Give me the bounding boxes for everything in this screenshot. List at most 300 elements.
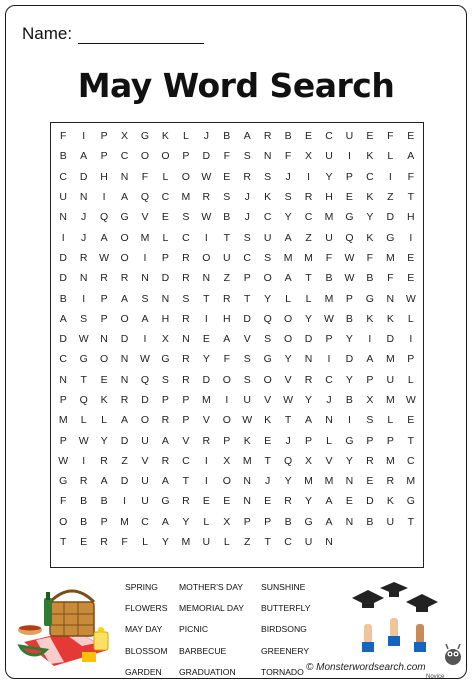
grid-cell[interactable]: P bbox=[59, 434, 67, 447]
grid-cell[interactable]: C bbox=[182, 454, 190, 467]
grid-cell[interactable]: K bbox=[100, 394, 108, 406]
grid-cell[interactable]: F bbox=[407, 170, 414, 183]
grid-cell[interactable]: T bbox=[407, 515, 414, 528]
grid-cell[interactable]: B bbox=[325, 272, 333, 285]
grid-cell[interactable]: A bbox=[59, 312, 67, 325]
grid-cell[interactable]: O bbox=[140, 150, 150, 163]
grid-cell[interactable]: O bbox=[222, 414, 231, 427]
grid-cell[interactable]: M bbox=[58, 414, 68, 427]
grid-cell[interactable]: Q bbox=[79, 394, 88, 406]
grid-cell[interactable]: C bbox=[182, 231, 190, 244]
grid-cell[interactable]: P bbox=[345, 170, 353, 183]
grid-cell[interactable]: K bbox=[366, 150, 374, 163]
grid-cell[interactable]: E bbox=[80, 536, 88, 549]
grid-cell[interactable]: I bbox=[143, 251, 147, 264]
grid-cell[interactable]: T bbox=[264, 536, 271, 549]
grid-cell[interactable]: X bbox=[305, 150, 313, 163]
grid-cell[interactable]: W bbox=[283, 394, 294, 406]
grid-cell[interactable]: E bbox=[407, 272, 415, 285]
grid-cell[interactable]: M bbox=[385, 251, 395, 264]
grid-cell[interactable]: E bbox=[345, 495, 353, 508]
grid-cell[interactable]: M bbox=[385, 353, 395, 366]
grid-cell[interactable]: O bbox=[161, 150, 170, 163]
grid-cell[interactable]: F bbox=[387, 272, 394, 285]
grid-cell[interactable]: Y bbox=[100, 434, 108, 447]
grid-cell[interactable]: Y bbox=[345, 333, 353, 346]
grid-cell[interactable]: X bbox=[121, 130, 129, 143]
grid-cell[interactable]: N bbox=[325, 414, 333, 427]
grid-cell[interactable]: M bbox=[304, 251, 313, 264]
grid-cell[interactable]: A bbox=[366, 353, 374, 366]
grid-cell[interactable]: A bbox=[284, 231, 292, 244]
grid-cell[interactable]: P bbox=[407, 353, 415, 366]
grid-cell[interactable]: L bbox=[407, 312, 414, 325]
grid-cell[interactable]: Z bbox=[387, 191, 394, 204]
grid-cell[interactable]: J bbox=[285, 434, 291, 447]
grid-cell[interactable]: J bbox=[265, 475, 271, 488]
grid-cell[interactable]: P bbox=[345, 292, 353, 305]
grid-cell[interactable]: U bbox=[386, 373, 395, 386]
grid-cell[interactable]: G bbox=[161, 495, 170, 508]
grid-cell[interactable]: P bbox=[100, 312, 108, 325]
grid-cell[interactable]: N bbox=[120, 170, 129, 183]
grid-cell[interactable]: G bbox=[386, 231, 395, 244]
grid-cell[interactable]: E bbox=[407, 414, 415, 427]
grid-cell[interactable]: M bbox=[324, 475, 334, 488]
grid-cell[interactable]: P bbox=[182, 150, 190, 163]
grid-cell[interactable]: T bbox=[407, 191, 414, 204]
grid-cell[interactable]: S bbox=[80, 312, 88, 325]
grid-cell[interactable]: G bbox=[304, 515, 313, 528]
grid-cell[interactable]: R bbox=[386, 475, 395, 488]
grid-cell[interactable]: P bbox=[59, 394, 67, 406]
grid-cell[interactable]: X bbox=[223, 454, 231, 467]
grid-cell[interactable]: B bbox=[59, 150, 67, 163]
grid-cell[interactable]: P bbox=[243, 272, 251, 285]
grid-cell[interactable]: I bbox=[82, 292, 86, 305]
grid-cell[interactable]: U bbox=[222, 251, 231, 264]
grid-cell[interactable]: O bbox=[181, 170, 190, 183]
grid-cell[interactable]: I bbox=[347, 414, 351, 427]
grid-cell[interactable]: D bbox=[59, 251, 68, 264]
grid-cell[interactable]: E bbox=[345, 191, 353, 204]
grid-cell[interactable]: Z bbox=[244, 536, 251, 549]
grid-cell[interactable]: X bbox=[161, 333, 169, 346]
grid-cell[interactable]: S bbox=[141, 292, 149, 305]
grid-cell[interactable]: E bbox=[100, 373, 108, 386]
grid-cell[interactable]: U bbox=[325, 150, 333, 163]
grid-cell[interactable]: C bbox=[325, 373, 333, 386]
grid-cell[interactable]: B bbox=[345, 394, 353, 406]
grid-cell[interactable]: G bbox=[79, 353, 88, 366]
grid-cell[interactable]: I bbox=[102, 191, 106, 204]
grid-cell[interactable]: D bbox=[59, 272, 68, 285]
grid-cell[interactable]: G bbox=[120, 211, 129, 224]
grid-cell[interactable]: N bbox=[243, 475, 252, 488]
grid-cell[interactable]: P bbox=[100, 150, 108, 163]
grid-cell[interactable]: M bbox=[304, 475, 313, 488]
grid-cell[interactable]: L bbox=[387, 414, 394, 427]
grid-cell[interactable]: O bbox=[222, 373, 231, 386]
grid-cell[interactable]: L bbox=[101, 414, 108, 427]
grid-cell[interactable]: F bbox=[223, 150, 230, 163]
grid-cell[interactable]: Y bbox=[305, 495, 313, 508]
grid-cell[interactable]: V bbox=[264, 394, 272, 406]
grid-cell[interactable]: F bbox=[284, 150, 292, 163]
grid-cell[interactable]: O bbox=[120, 312, 129, 325]
grid-cell[interactable]: Y bbox=[182, 515, 190, 528]
grid-cell[interactable]: C bbox=[263, 211, 272, 224]
grid-cell[interactable]: X bbox=[366, 394, 374, 406]
grid-cell[interactable]: O bbox=[140, 414, 150, 427]
grid-cell[interactable]: C bbox=[120, 150, 129, 163]
grid-cell[interactable]: R bbox=[182, 495, 190, 508]
grid-cell[interactable]: F bbox=[121, 536, 128, 549]
grid-cell[interactable]: O bbox=[222, 475, 231, 488]
grid-cell[interactable]: Z bbox=[223, 272, 230, 285]
grid-cell[interactable]: L bbox=[162, 170, 169, 183]
grid-cell[interactable]: G bbox=[59, 475, 68, 488]
grid-cell[interactable]: L bbox=[80, 414, 87, 427]
grid-cell[interactable]: A bbox=[325, 515, 333, 528]
grid-cell[interactable]: O bbox=[120, 231, 129, 244]
grid-cell[interactable]: N bbox=[325, 536, 333, 549]
grid-cell[interactable]: X bbox=[305, 454, 313, 467]
grid-cell[interactable]: U bbox=[304, 536, 313, 549]
grid-cell[interactable]: R bbox=[222, 292, 231, 305]
grid-cell[interactable]: M bbox=[385, 394, 395, 406]
grid-cell[interactable]: W bbox=[78, 434, 89, 447]
grid-cell[interactable]: H bbox=[100, 170, 108, 183]
grid-cell[interactable]: P bbox=[366, 373, 374, 386]
grid-cell[interactable]: P bbox=[161, 251, 169, 264]
grid-cell[interactable]: P bbox=[100, 292, 108, 305]
grid-cell[interactable]: R bbox=[100, 536, 108, 549]
grid-cell[interactable]: R bbox=[182, 373, 190, 386]
grid-cell[interactable]: B bbox=[80, 515, 88, 528]
grid-cell[interactable]: V bbox=[202, 414, 210, 427]
grid-cell[interactable]: D bbox=[59, 333, 68, 346]
grid-cell[interactable]: P bbox=[100, 515, 108, 528]
grid-cell[interactable]: N bbox=[120, 353, 129, 366]
grid-cell[interactable]: O bbox=[284, 312, 293, 325]
grid-cell[interactable]: G bbox=[161, 353, 170, 366]
grid-cell[interactable]: Q bbox=[140, 191, 150, 204]
grid-cell[interactable]: M bbox=[120, 515, 129, 528]
grid-cell[interactable]: M bbox=[181, 536, 191, 549]
grid-cell[interactable]: S bbox=[161, 373, 169, 386]
grid-cell[interactable]: T bbox=[60, 536, 67, 549]
grid-cell[interactable]: K bbox=[264, 191, 272, 204]
grid-cell[interactable]: A bbox=[141, 312, 149, 325]
grid-cell[interactable]: F bbox=[141, 170, 149, 183]
grid-cell[interactable]: Q bbox=[345, 231, 354, 244]
grid-cell[interactable]: S bbox=[243, 373, 251, 386]
grid-cell[interactable]: R bbox=[182, 251, 190, 264]
grid-cell[interactable]: Y bbox=[202, 353, 210, 366]
grid-cell[interactable]: R bbox=[182, 353, 190, 366]
grid-cell[interactable]: D bbox=[120, 333, 129, 346]
grid-cell[interactable]: A bbox=[100, 231, 108, 244]
grid-cell[interactable]: Q bbox=[100, 211, 109, 224]
grid-cell[interactable]: F bbox=[60, 130, 67, 143]
grid-cell[interactable]: G bbox=[263, 353, 272, 366]
grid-cell[interactable]: P bbox=[366, 434, 374, 447]
grid-cell[interactable]: O bbox=[263, 272, 272, 285]
grid-cell[interactable]: K bbox=[264, 414, 272, 427]
grid-cell[interactable]: N bbox=[263, 150, 272, 163]
grid-cell[interactable]: N bbox=[79, 272, 88, 285]
grid-cell[interactable]: R bbox=[304, 373, 313, 386]
grid-cell[interactable]: C bbox=[304, 211, 313, 224]
grid-cell[interactable]: D bbox=[386, 333, 395, 346]
grid-cell[interactable]: M bbox=[324, 292, 334, 305]
grid-cell[interactable]: W bbox=[242, 414, 253, 427]
grid-cell[interactable]: Q bbox=[263, 312, 272, 325]
grid-cell[interactable]: M bbox=[324, 211, 334, 224]
grid-cell[interactable]: C bbox=[406, 454, 415, 467]
grid-cell[interactable]: B bbox=[223, 130, 231, 143]
grid-cell[interactable]: E bbox=[366, 130, 374, 143]
grid-cell[interactable]: C bbox=[161, 191, 170, 204]
grid-cell[interactable]: O bbox=[284, 333, 293, 346]
grid-cell[interactable]: R bbox=[366, 454, 374, 467]
grid-cell[interactable]: V bbox=[325, 454, 333, 467]
grid-cell[interactable]: R bbox=[182, 272, 190, 285]
grid-cell[interactable]: F bbox=[325, 251, 333, 264]
grid-cell[interactable]: L bbox=[203, 515, 210, 528]
grid-cell[interactable]: P bbox=[264, 515, 272, 528]
grid-cell[interactable]: N bbox=[243, 495, 252, 508]
grid-cell[interactable]: E bbox=[161, 211, 169, 224]
grid-cell[interactable]: Z bbox=[121, 454, 128, 467]
grid-cell[interactable]: Y bbox=[345, 454, 353, 467]
grid-cell[interactable]: N bbox=[182, 333, 190, 346]
grid-cell[interactable]: T bbox=[182, 475, 190, 488]
grid-cell[interactable]: W bbox=[201, 170, 212, 183]
grid-cell[interactable]: S bbox=[284, 191, 292, 204]
grid-cell[interactable]: L bbox=[142, 536, 148, 549]
grid-cell[interactable]: S bbox=[264, 333, 272, 346]
grid-cell[interactable]: S bbox=[243, 150, 251, 163]
grid-cell[interactable]: L bbox=[162, 231, 169, 244]
grid-cell[interactable]: M bbox=[242, 454, 252, 467]
grid-cell[interactable]: N bbox=[100, 333, 108, 346]
grid-cell[interactable]: H bbox=[406, 211, 415, 224]
grid-cell[interactable]: D bbox=[366, 495, 374, 508]
grid-cell[interactable]: F bbox=[366, 251, 374, 264]
grid-cell[interactable]: A bbox=[243, 130, 251, 143]
grid-cell[interactable]: N bbox=[141, 272, 149, 285]
grid-cell[interactable]: P bbox=[223, 434, 231, 447]
grid-cell[interactable]: O bbox=[263, 373, 272, 386]
grid-cell[interactable]: I bbox=[123, 495, 126, 508]
grid-cell[interactable]: F bbox=[387, 130, 394, 143]
grid-cell[interactable]: Y bbox=[325, 170, 333, 183]
grid-cell[interactable]: J bbox=[285, 170, 291, 183]
grid-cell[interactable]: L bbox=[326, 434, 332, 447]
grid-cell[interactable]: R bbox=[79, 475, 88, 488]
grid-cell[interactable]: V bbox=[182, 434, 190, 447]
grid-cell[interactable]: M bbox=[181, 191, 191, 204]
grid-cell[interactable]: W bbox=[99, 251, 110, 264]
grid-cell[interactable]: T bbox=[264, 454, 271, 467]
grid-cell[interactable]: N bbox=[79, 191, 88, 204]
grid-cell[interactable]: L bbox=[182, 130, 189, 143]
grid-cell[interactable]: M bbox=[201, 394, 211, 406]
grid-cell[interactable]: P bbox=[100, 130, 108, 143]
grid-cell[interactable]: V bbox=[243, 333, 251, 346]
grid-cell[interactable]: K bbox=[366, 191, 374, 204]
grid-cell[interactable]: I bbox=[307, 170, 310, 183]
grid-cell[interactable]: E bbox=[223, 495, 231, 508]
grid-cell[interactable]: H bbox=[222, 312, 231, 325]
grid-cell[interactable]: R bbox=[182, 312, 190, 325]
grid-cell[interactable]: D bbox=[386, 211, 395, 224]
grid-cell[interactable]: J bbox=[244, 191, 250, 204]
grid-cell[interactable]: Q bbox=[140, 373, 150, 386]
grid-cell[interactable]: W bbox=[78, 333, 89, 346]
grid-cell[interactable]: O bbox=[120, 251, 129, 264]
grid-cell[interactable]: S bbox=[243, 231, 251, 244]
site-credit[interactable]: © Monsterwordsearch.com bbox=[306, 662, 426, 673]
grid-cell[interactable]: I bbox=[204, 312, 208, 325]
grid-cell[interactable]: O bbox=[202, 251, 211, 264]
grid-cell[interactable]: N bbox=[345, 515, 354, 528]
grid-cell[interactable]: E bbox=[407, 251, 415, 264]
grid-cell[interactable]: N bbox=[120, 373, 129, 386]
grid-cell[interactable]: I bbox=[409, 333, 413, 346]
grid-cell[interactable]: A bbox=[407, 150, 415, 163]
grid-cell[interactable]: Q bbox=[284, 454, 293, 467]
grid-cell[interactable]: S bbox=[264, 251, 272, 264]
grid-cell[interactable]: P bbox=[243, 515, 251, 528]
grid-cell[interactable]: T bbox=[223, 231, 230, 244]
grid-cell[interactable]: C bbox=[59, 170, 68, 183]
grid-cell[interactable]: B bbox=[284, 130, 292, 143]
grid-cell[interactable]: I bbox=[61, 231, 65, 244]
grid-cell[interactable]: P bbox=[325, 333, 333, 346]
grid-cell[interactable]: R bbox=[120, 272, 129, 285]
grid-cell[interactable]: K bbox=[243, 434, 251, 447]
grid-cell[interactable]: B bbox=[366, 515, 374, 528]
grid-cell[interactable]: E bbox=[264, 434, 272, 447]
grid-cell[interactable]: L bbox=[407, 373, 414, 386]
grid-cell[interactable]: C bbox=[243, 251, 252, 264]
grid-cell[interactable]: G bbox=[345, 434, 354, 447]
grid-cell[interactable]: B bbox=[366, 272, 374, 285]
grid-cell[interactable]: R bbox=[263, 130, 272, 143]
grid-cell[interactable]: S bbox=[182, 211, 190, 224]
grid-cell[interactable]: D bbox=[120, 475, 129, 488]
grid-cell[interactable]: I bbox=[204, 454, 208, 467]
grid-cell[interactable]: R bbox=[243, 170, 252, 183]
grid-cell[interactable]: Y bbox=[264, 292, 272, 305]
grid-cell[interactable]: E bbox=[305, 130, 313, 143]
grid-cell[interactable]: Y bbox=[284, 353, 292, 366]
grid-cell[interactable]: M bbox=[140, 231, 150, 244]
grid-cell[interactable]: K bbox=[366, 231, 374, 244]
grid-cell[interactable]: A bbox=[161, 434, 169, 447]
grid-cell[interactable]: R bbox=[202, 434, 211, 447]
grid-cell[interactable]: J bbox=[203, 130, 209, 143]
grid-cell[interactable]: Y bbox=[284, 475, 292, 488]
grid-cell[interactable]: N bbox=[59, 373, 68, 386]
grid-cell[interactable]: X bbox=[223, 515, 231, 528]
grid-cell[interactable]: U bbox=[345, 130, 354, 143]
grid-cell[interactable]: G bbox=[406, 495, 415, 508]
grid-cell[interactable]: K bbox=[366, 312, 374, 325]
grid-cell[interactable]: C bbox=[366, 170, 374, 183]
grid-cell[interactable]: M bbox=[406, 475, 416, 488]
grid-cell[interactable]: Y bbox=[345, 373, 353, 386]
grid-cell[interactable]: V bbox=[141, 454, 149, 467]
grid-cell[interactable]: S bbox=[264, 170, 272, 183]
grid-cell[interactable]: N bbox=[345, 475, 354, 488]
grid-cell[interactable]: R bbox=[120, 394, 129, 406]
grid-cell[interactable]: N bbox=[59, 211, 68, 224]
grid-cell[interactable]: Y bbox=[284, 211, 292, 224]
grid-cell[interactable]: Z bbox=[305, 231, 312, 244]
grid-cell[interactable]: G bbox=[140, 130, 150, 143]
grid-cell[interactable]: C bbox=[325, 130, 333, 143]
grid-cell[interactable]: E bbox=[264, 495, 272, 508]
grid-cell[interactable]: W bbox=[58, 454, 69, 467]
grid-cell[interactable]: I bbox=[388, 170, 392, 183]
grid-cell[interactable]: U bbox=[59, 191, 68, 204]
grid-cell[interactable]: D bbox=[161, 272, 170, 285]
grid-cell[interactable]: A bbox=[161, 515, 169, 528]
grid-cell[interactable]: I bbox=[204, 231, 208, 244]
grid-cell[interactable]: E bbox=[366, 475, 374, 488]
grid-cell[interactable]: P bbox=[305, 434, 313, 447]
grid-cell[interactable]: S bbox=[243, 353, 251, 366]
grid-cell[interactable]: A bbox=[305, 414, 313, 427]
grid-cell[interactable]: T bbox=[305, 272, 312, 285]
grid-cell[interactable]: A bbox=[121, 191, 129, 204]
grid-cell[interactable]: W bbox=[344, 251, 355, 264]
grid-cell[interactable]: W bbox=[344, 272, 355, 285]
grid-cell[interactable]: K bbox=[161, 130, 169, 143]
grid-cell[interactable]: O bbox=[100, 353, 109, 366]
grid-cell[interactable]: A bbox=[161, 475, 169, 488]
grid-cell[interactable]: Y bbox=[161, 536, 169, 549]
grid-cell[interactable]: W bbox=[140, 353, 150, 366]
grid-cell[interactable]: J bbox=[244, 211, 250, 224]
grid-cell[interactable]: V bbox=[141, 211, 149, 224]
grid-cell[interactable]: A bbox=[325, 495, 333, 508]
grid-cell[interactable]: S bbox=[182, 292, 190, 305]
grid-cell[interactable]: T bbox=[80, 373, 87, 386]
grid-cell[interactable]: F bbox=[223, 353, 230, 366]
grid-cell[interactable]: W bbox=[201, 211, 212, 224]
grid-cell[interactable]: B bbox=[223, 211, 231, 224]
grid-cell[interactable]: A bbox=[121, 292, 129, 305]
grid-cell[interactable]: L bbox=[285, 292, 292, 305]
grid-cell[interactable]: I bbox=[143, 333, 147, 346]
grid-cell[interactable]: E bbox=[407, 130, 415, 143]
grid-cell[interactable]: F bbox=[60, 495, 67, 508]
grid-cell[interactable]: M bbox=[385, 454, 395, 467]
grid-cell[interactable]: E bbox=[223, 170, 231, 183]
grid-cell[interactable]: C bbox=[141, 515, 149, 528]
grid-cell[interactable]: U bbox=[202, 536, 211, 549]
grid-cell[interactable]: D bbox=[345, 353, 354, 366]
grid-cell[interactable]: C bbox=[59, 353, 68, 366]
grid-cell[interactable]: B bbox=[59, 292, 67, 305]
grid-cell[interactable]: A bbox=[121, 414, 129, 427]
grid-cell[interactable]: I bbox=[204, 475, 208, 488]
